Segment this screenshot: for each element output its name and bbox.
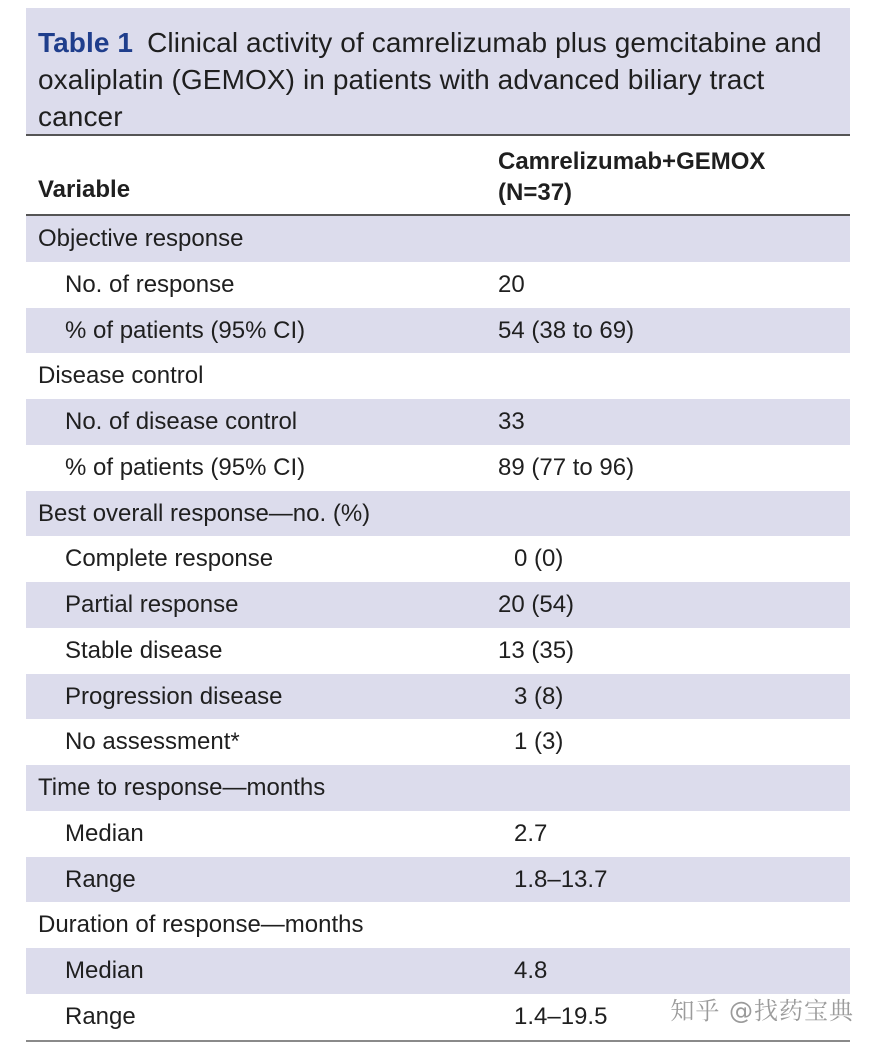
row-label: Median xyxy=(65,819,144,847)
table-section-row xyxy=(26,765,850,811)
row-label: No. of response xyxy=(65,270,235,298)
clinical-activity-table xyxy=(26,8,850,1042)
row-label: Progression disease xyxy=(65,682,283,710)
table-row xyxy=(26,857,850,903)
table-row xyxy=(26,811,850,857)
row-label: Range xyxy=(65,865,136,893)
table-header-row xyxy=(26,136,850,216)
table-section-row xyxy=(26,353,850,399)
table-row xyxy=(26,445,850,491)
header-treatment-name: Camrelizumab+GEMOX xyxy=(498,148,766,175)
row-value: 4.8 xyxy=(514,957,548,984)
table-section-row xyxy=(26,491,850,537)
table-row xyxy=(26,948,850,994)
row-label: Median xyxy=(65,957,144,984)
row-label: No assessment* xyxy=(65,728,240,756)
row-label: No. of disease control xyxy=(65,408,298,435)
row-label: Duration of response—months xyxy=(38,911,364,939)
table-row xyxy=(26,719,850,765)
table-row xyxy=(26,308,850,354)
row-value: 20 (54) xyxy=(498,591,575,618)
table-row xyxy=(26,628,850,674)
row-label: % of patients (95% CI) xyxy=(65,316,306,344)
table-row xyxy=(26,582,850,628)
row-value: 54 (38 to 69) xyxy=(498,316,635,344)
table-row xyxy=(26,262,850,308)
table-title: Clinical activity of camrelizumab plus gemcitabine and oxaliplatin (GEMOX) in patients with advanced biliary tract cancer xyxy=(38,27,822,132)
row-value: 1.4–19.5 xyxy=(514,1002,608,1030)
table-body xyxy=(26,216,850,1040)
row-label: Range xyxy=(65,1002,136,1030)
row-value: 3 (8) xyxy=(514,682,564,710)
table-label: Table 1 xyxy=(38,27,134,58)
row-label: % of patients (95% CI) xyxy=(65,453,306,481)
row-label: Time to response—months xyxy=(38,774,326,801)
row-value: 13 (35) xyxy=(498,636,575,664)
row-label: Partial response xyxy=(65,591,239,618)
header-treatment-column xyxy=(498,146,765,208)
header-treatment-n: (N=37) xyxy=(498,179,573,206)
table-section-row xyxy=(26,902,850,948)
table-caption xyxy=(26,8,850,136)
watermark: 知乎 @找药宝典 xyxy=(670,997,854,1025)
table-row xyxy=(26,536,850,582)
table-row xyxy=(26,399,850,445)
row-value: 2.7 xyxy=(514,819,548,847)
row-value: 33 xyxy=(498,408,525,435)
row-value: 89 (77 to 96) xyxy=(498,453,635,481)
row-value: 1.8–13.7 xyxy=(514,865,608,893)
table-bottom-rule xyxy=(26,1040,850,1042)
table-row xyxy=(26,674,850,720)
row-value: 0 (0) xyxy=(514,545,564,573)
row-label: Best overall response—no. (%) xyxy=(38,499,371,527)
table-section-row xyxy=(26,216,850,262)
row-label: Objective response xyxy=(38,225,244,252)
row-label: Stable disease xyxy=(65,636,223,664)
row-label: Disease control xyxy=(38,362,204,390)
row-value: 20 xyxy=(498,270,525,298)
row-value: 1 (3) xyxy=(514,728,564,756)
row-label: Complete response xyxy=(65,545,274,573)
header-variable: Variable xyxy=(38,176,131,203)
